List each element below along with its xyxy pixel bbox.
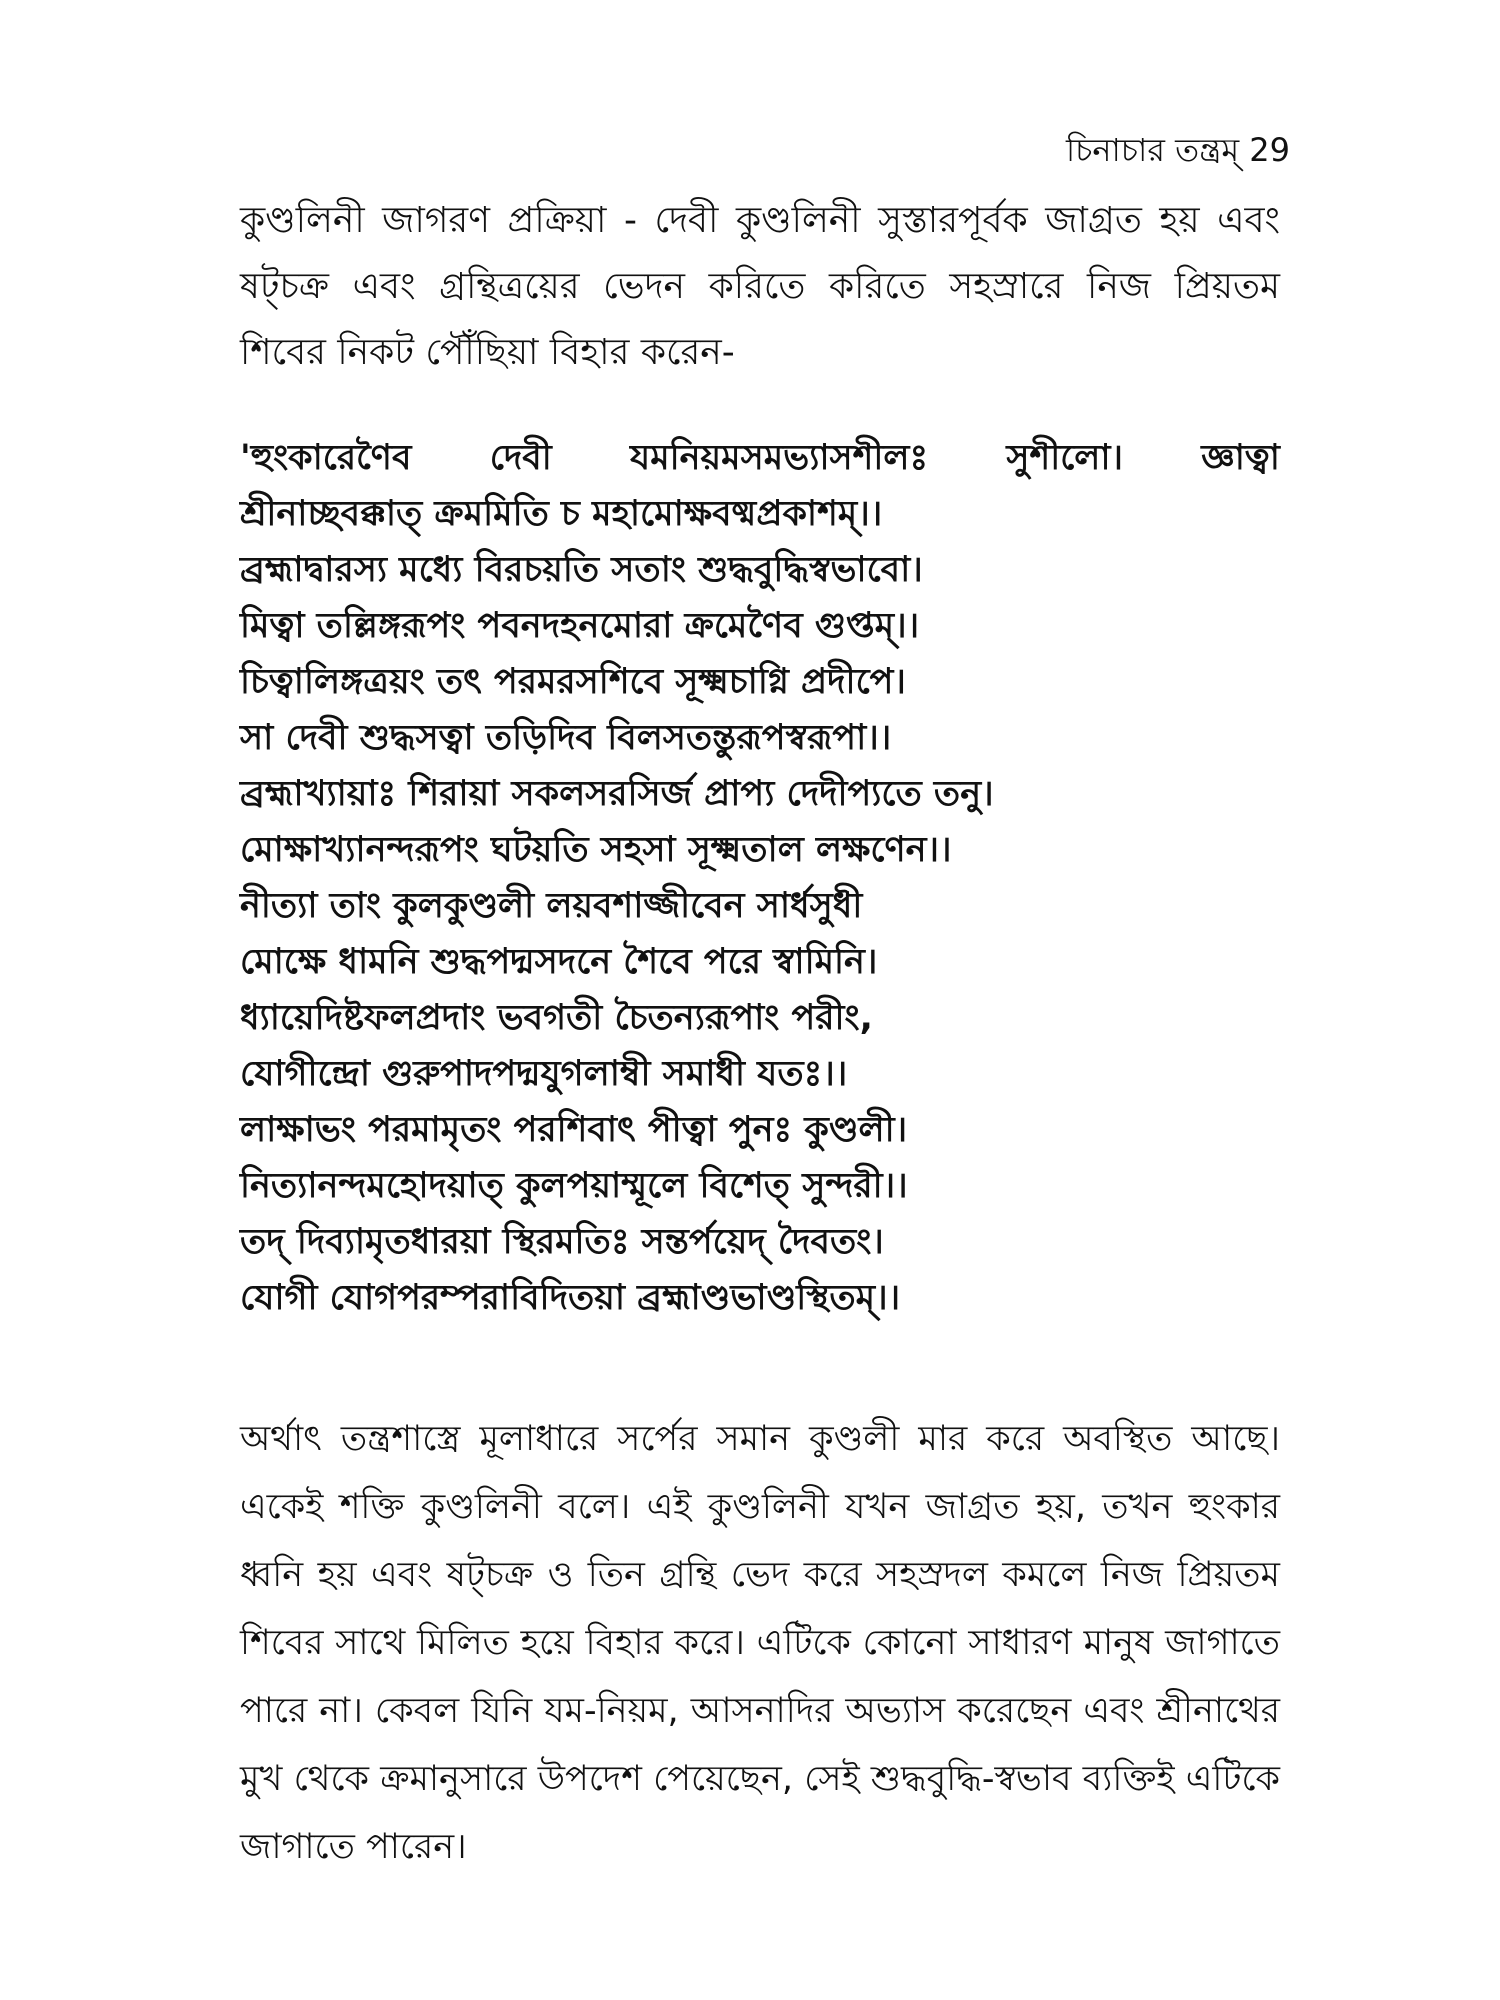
sanskrit-verse <box>240 430 1290 1326</box>
verse-word: সুশীলো। <box>1006 438 1124 478</box>
verse-line: নীত্যা তাং কুলকুণ্ডলী লয়বশাজ্জীবেন সার্ধসুধী <box>240 886 863 926</box>
verse-line: মিত্বা তল্লিঙ্গরূপং পবনদহনমোরা ক্রমেণৈব গুপ্তম্।। <box>240 606 920 646</box>
verse-line: শ্রীনাচ্ছবক্কাত্ ক্রমমিতি চ মহামোক্ষবষ্মপ্রকাশম্।। <box>240 494 883 534</box>
verse-word: 'হুংকারেণৈব <box>240 438 412 478</box>
verse-word: যমনিয়মসমভ্যাসশীলঃ <box>630 438 929 478</box>
running-header: চিনাচার তন্ত্রম্ 29 <box>1065 131 1290 169</box>
verse-line: ব্রহ্মাদ্বারস্য মধ্যে বিরচয়তি সতাং শুদ্ধবুদ্ধিস্বভাবো। <box>240 550 923 590</box>
verse-line: তদ্ দিব্যামৃতধারয়া স্থিরমতিঃ সন্তর্পয়েদ্ দৈবতং। <box>240 1222 884 1262</box>
verse-line: সা দেবী শুদ্ধসত্বা তড়িদিব বিলসতন্তুরূপস্বরূপা।। <box>240 718 892 758</box>
verse-line-1 <box>240 430 1280 486</box>
verse-line: মোক্ষে ধামনি শুদ্ধপদ্মসদনে শৈবে পরে স্বামিনি। <box>240 942 878 982</box>
verse-line: ব্রহ্মাখ্যায়াঃ শিরায়া সকলসরসির্জ প্রাপ্য দেদীপ্যতে তনু। <box>240 774 994 814</box>
verse-line: যোগীন্দ্রো গুরুপাদপদ্মযুগলাম্বী সমাধী যতঃ।। <box>240 1054 848 1094</box>
verse-line: ধ্যায়েদিষ্টফলপ্রদাং ভবগতী চৈতন্যরূপাং পরীং, <box>240 998 873 1038</box>
verse-line: মোক্ষাখ্যানন্দরূপং ঘটয়তি সহসা সূক্ষ্মতাল লক্ষণেন।। <box>240 830 952 870</box>
meaning-paragraph: অর্থাৎ তন্ত্রশাস্ত্রে মূলাধারে সর্পের সমান কুণ্ডলী মার করে অবস্থিত আছে। একেই শক্তি কুণ্ডলিনী বলে। এই কুণ্ডলিনী যখন জাগ্রত হয়, তখন হুংকার ধ্বনি হয় এবং ষট্চক্র ও তিন গ্রন্থি ভেদ করে সহস্রদল কমলে নিজ প্রিয়তম শিবের সাথে মিলিত হয়ে বিহার করে। এটিকে কোনো সাধারণ মানুষ জাগাতে পারে না। কেবল যিনি যম-নিয়ম, আসনাদির অভ্যাস করেছেন এবং শ্রীনাথের মুখ থেকে ক্রমানুসারে উপদেশ পেয়েছেন, সেই শুদ্ধবুদ্ধি-স্বভাব ব্যক্তিই এটিকে জাগাতে পারেন। <box>240 1419 1280 1867</box>
verse-line: নিত্যানন্দমহোদয়াত্ কুলপয়াম্মূলে বিশেত্ সুন্দরী।। <box>240 1166 908 1206</box>
verse-line: লাক্ষাভং পরমামৃতং পরশিবাৎ পীত্বা পুনঃ কুণ্ডলী। <box>240 1110 908 1150</box>
intro-paragraph: কুণ্ডলিনী জাগরণ প্রক্রিয়া - দেবী কুণ্ডলিনী সুস্তারপূর্বক জাগ্রত হয় এবং ষট্চক্র এবং গ্রন্থিত্রয়ের ভেদন করিতে করিতে সহস্রারে নিজ প্রিয়তম শিবের নিকট পৌঁছিয়া বিহার করেন- <box>240 200 1280 373</box>
verse-line: চিত্বালিঙ্গত্রয়ং তৎ পরমরসশিবে সূক্ষ্মচাগ্নি প্রদীপে। <box>240 662 906 702</box>
verse-word: জ্ঞাত্বা <box>1201 438 1280 478</box>
verse-line: যোগী যোগপরম্পরাবিদিতয়া ব্রহ্মাণ্ডভাণ্ডস্থিতম্।। <box>240 1278 901 1318</box>
verse-word: দেবী <box>489 438 552 478</box>
